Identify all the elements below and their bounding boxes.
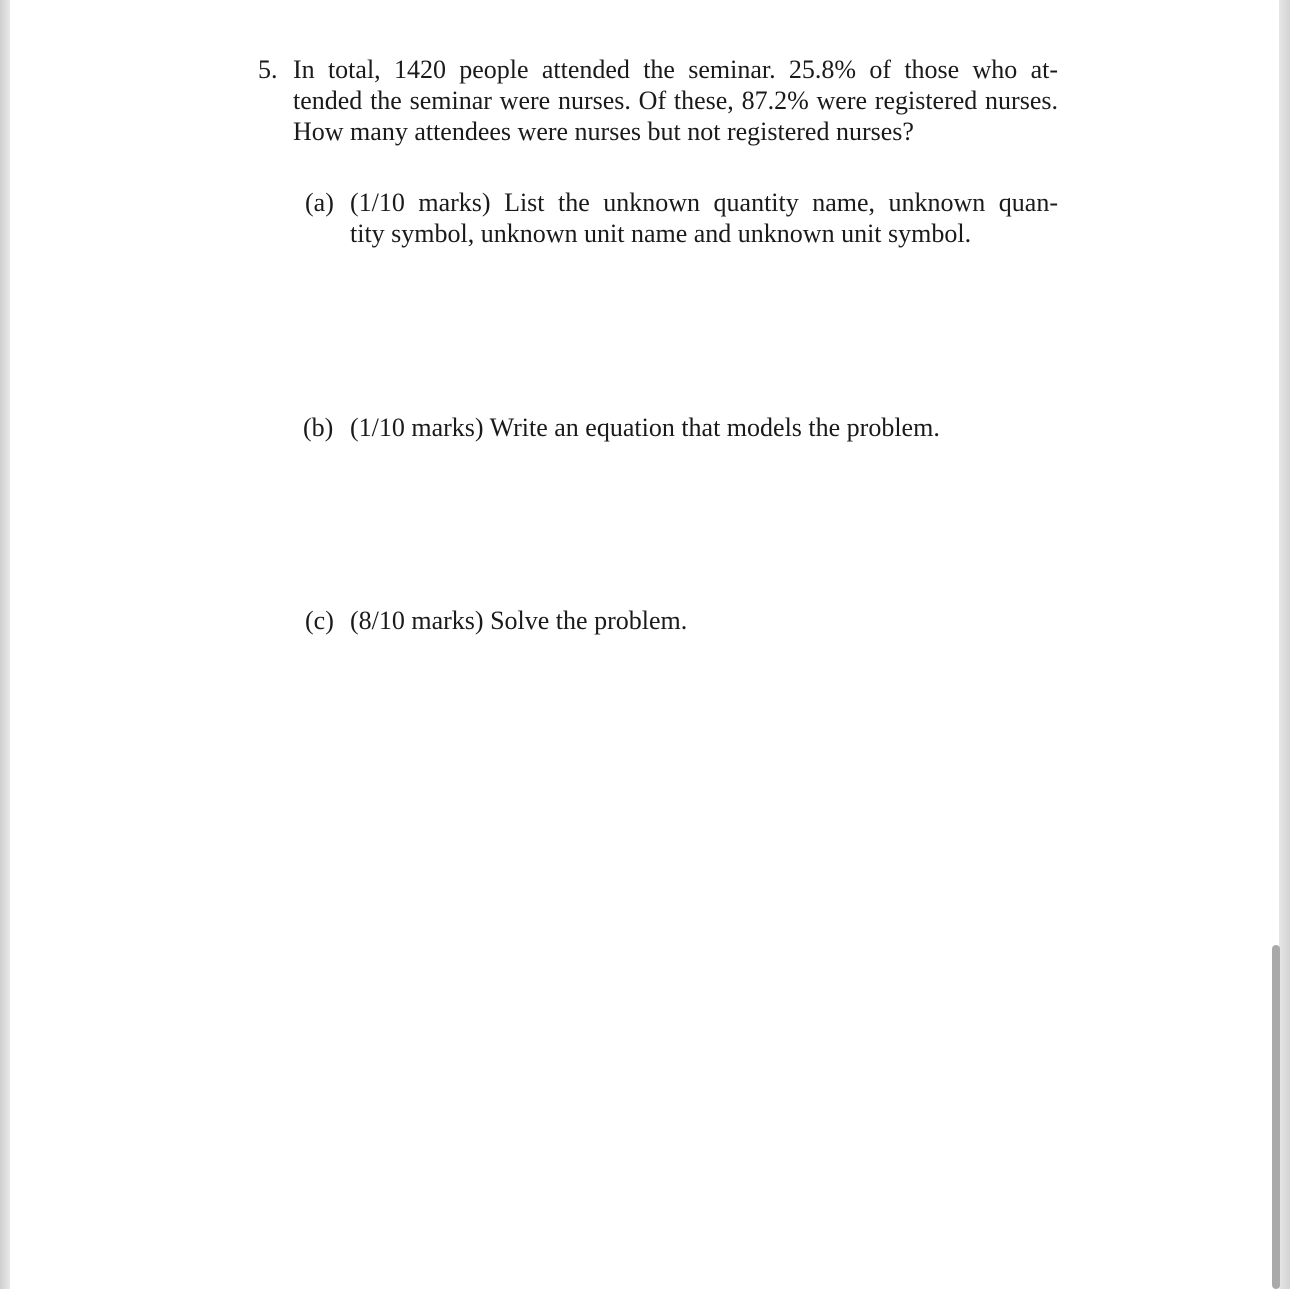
part-a-text <box>350 187 1058 249</box>
viewer-left-margin <box>0 0 10 1289</box>
question-line-1: In total, 1420 people attended the seminar. 25.8% of those who at- <box>293 55 1058 84</box>
question-line-2: tended the seminar were nurses. Of these, 87.2% were registered nurses. <box>293 86 1058 115</box>
viewer-right-edge <box>1279 0 1290 1289</box>
part-a-line-2: tity symbol, unknown unit name and unknown unit symbol. <box>350 219 972 248</box>
part-c-text: (8/10 marks) Solve the problem. <box>350 606 688 635</box>
part-c-label: (c) <box>305 606 334 635</box>
vertical-scrollbar-thumb[interactable] <box>1272 945 1280 1289</box>
part-a-label: (a) <box>305 188 334 217</box>
part-b-text: (1/10 marks) Write an equation that models the problem. <box>350 413 940 442</box>
question-number: 5. <box>258 55 278 84</box>
question-text <box>293 54 1058 147</box>
part-a-line-1: (1/10 marks) List the unknown quantity name, unknown quan- <box>350 188 1058 217</box>
part-b-label: (b) <box>303 413 334 442</box>
question-line-3: How many attendees were nurses but not registered nurses? <box>293 117 914 146</box>
